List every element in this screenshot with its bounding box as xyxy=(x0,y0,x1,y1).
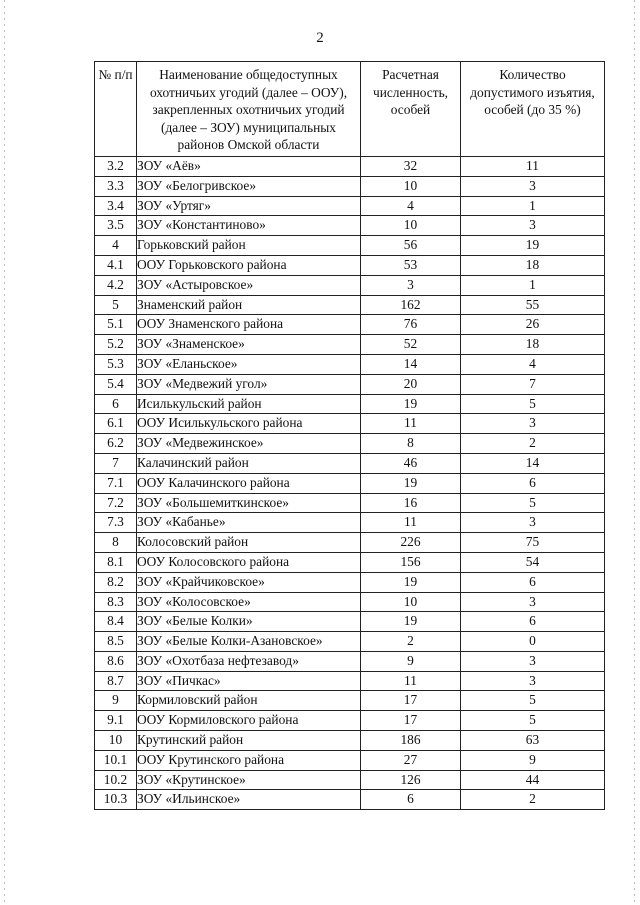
cell-num: 7.3 xyxy=(95,513,137,533)
cell-quota: 55 xyxy=(461,295,605,315)
cell-num: 9.1 xyxy=(95,711,137,731)
cell-num: 8 xyxy=(95,533,137,553)
cell-population: 8 xyxy=(361,434,461,454)
cell-quota: 2 xyxy=(461,434,605,454)
cell-name: ООУ Исилькульского района xyxy=(137,414,361,434)
cell-population: 4 xyxy=(361,196,461,216)
cell-quota: 3 xyxy=(461,592,605,612)
table-row xyxy=(95,216,605,236)
cell-num: 10 xyxy=(95,731,137,751)
table-row xyxy=(95,236,605,256)
cell-quota: 11 xyxy=(461,156,605,176)
table-row xyxy=(95,572,605,592)
table-row xyxy=(95,691,605,711)
table-row xyxy=(95,295,605,315)
cell-population: 226 xyxy=(361,533,461,553)
cell-name: ООУ Кормиловского района xyxy=(137,711,361,731)
header-population: Расчетная численность, особей xyxy=(361,62,461,157)
cell-population: 6 xyxy=(361,790,461,810)
table-row xyxy=(95,354,605,374)
table-row xyxy=(95,335,605,355)
cell-name: ЗОУ «Белые Колки» xyxy=(137,612,361,632)
cell-name: ЗОУ «Уртяг» xyxy=(137,196,361,216)
cell-num: 3.2 xyxy=(95,156,137,176)
cell-quota: 2 xyxy=(461,790,605,810)
cell-quota: 3 xyxy=(461,651,605,671)
cell-population: 2 xyxy=(361,632,461,652)
cell-quota: 3 xyxy=(461,513,605,533)
cell-num: 5.3 xyxy=(95,354,137,374)
cell-quota: 26 xyxy=(461,315,605,335)
cell-quota: 18 xyxy=(461,255,605,275)
cell-name: ООУ Калачинского района xyxy=(137,473,361,493)
table-row xyxy=(95,513,605,533)
cell-population: 20 xyxy=(361,374,461,394)
cell-num: 4.1 xyxy=(95,255,137,275)
cell-name: ООУ Горьковского района xyxy=(137,255,361,275)
cell-name: ЗОУ «Белые Колки-Азановское» xyxy=(137,632,361,652)
cell-population: 10 xyxy=(361,176,461,196)
cell-population: 46 xyxy=(361,453,461,473)
cell-num: 6.2 xyxy=(95,434,137,454)
cell-name: ЗОУ «Знаменское» xyxy=(137,335,361,355)
cell-quota: 19 xyxy=(461,236,605,256)
cell-quota: 6 xyxy=(461,572,605,592)
cell-num: 5.1 xyxy=(95,315,137,335)
table-row xyxy=(95,394,605,414)
cell-population: 10 xyxy=(361,592,461,612)
cell-name: ЗОУ «Большемиткинское» xyxy=(137,493,361,513)
cell-num: 8.2 xyxy=(95,572,137,592)
cell-quota: 6 xyxy=(461,612,605,632)
cell-population: 56 xyxy=(361,236,461,256)
cell-name: ЗОУ «Медвежинское» xyxy=(137,434,361,454)
cell-population: 27 xyxy=(361,750,461,770)
cell-num: 8.5 xyxy=(95,632,137,652)
cell-num: 3.4 xyxy=(95,196,137,216)
cell-num: 10.3 xyxy=(95,790,137,810)
table-row xyxy=(95,176,605,196)
cell-num: 8.7 xyxy=(95,671,137,691)
table-row xyxy=(95,315,605,335)
cell-quota: 75 xyxy=(461,533,605,553)
cell-num: 3.5 xyxy=(95,216,137,236)
table-row xyxy=(95,473,605,493)
cell-population: 11 xyxy=(361,414,461,434)
cell-name: Кормиловский район xyxy=(137,691,361,711)
cell-population: 126 xyxy=(361,770,461,790)
cell-name: Крутинский район xyxy=(137,731,361,751)
cell-num: 7.1 xyxy=(95,473,137,493)
cell-population: 3 xyxy=(361,275,461,295)
cell-population: 156 xyxy=(361,552,461,572)
cell-quota: 3 xyxy=(461,176,605,196)
cell-quota: 3 xyxy=(461,671,605,691)
cell-quota: 14 xyxy=(461,453,605,473)
scan-edge-right xyxy=(634,0,635,905)
cell-quota: 1 xyxy=(461,196,605,216)
cell-population: 17 xyxy=(361,711,461,731)
cell-name: ЗОУ «Крутинское» xyxy=(137,770,361,790)
table-row xyxy=(95,374,605,394)
table-row xyxy=(95,770,605,790)
table-row xyxy=(95,196,605,216)
cell-name: Горьковский район xyxy=(137,236,361,256)
cell-num: 8.1 xyxy=(95,552,137,572)
cell-name: ООУ Крутинского района xyxy=(137,750,361,770)
cell-quota: 54 xyxy=(461,552,605,572)
cell-quota: 0 xyxy=(461,632,605,652)
cell-name: ЗОУ «Пичкас» xyxy=(137,671,361,691)
cell-population: 19 xyxy=(361,394,461,414)
cell-num: 6.1 xyxy=(95,414,137,434)
cell-population: 11 xyxy=(361,513,461,533)
cell-quota: 6 xyxy=(461,473,605,493)
table-row xyxy=(95,255,605,275)
cell-quota: 7 xyxy=(461,374,605,394)
table-row xyxy=(95,453,605,473)
header-quota: Количество допустимого изъятия, особей (до 35 %) xyxy=(461,62,605,157)
table-row xyxy=(95,533,605,553)
cell-quota: 3 xyxy=(461,414,605,434)
cell-quota: 5 xyxy=(461,691,605,711)
cell-quota: 1 xyxy=(461,275,605,295)
header-row xyxy=(95,62,605,157)
cell-name: ЗОУ «Колосовское» xyxy=(137,592,361,612)
hunting-grounds-table xyxy=(94,61,605,810)
cell-population: 32 xyxy=(361,156,461,176)
cell-name: Калачинский район xyxy=(137,453,361,473)
table-row xyxy=(95,414,605,434)
cell-quota: 5 xyxy=(461,711,605,731)
cell-num: 9 xyxy=(95,691,137,711)
cell-name: ООУ Знаменского района xyxy=(137,315,361,335)
cell-population: 17 xyxy=(361,691,461,711)
cell-num: 3.3 xyxy=(95,176,137,196)
cell-population: 52 xyxy=(361,335,461,355)
table-row xyxy=(95,790,605,810)
cell-name: Колосовский район xyxy=(137,533,361,553)
cell-population: 19 xyxy=(361,473,461,493)
cell-population: 186 xyxy=(361,731,461,751)
cell-name: ООУ Колосовского района xyxy=(137,552,361,572)
cell-num: 6 xyxy=(95,394,137,414)
cell-quota: 5 xyxy=(461,394,605,414)
table-row xyxy=(95,156,605,176)
cell-quota: 3 xyxy=(461,216,605,236)
table-row xyxy=(95,731,605,751)
cell-quota: 18 xyxy=(461,335,605,355)
table-body xyxy=(95,156,605,809)
table-header xyxy=(95,62,605,157)
cell-population: 76 xyxy=(361,315,461,335)
table-row xyxy=(95,750,605,770)
cell-name: ЗОУ «Аёв» xyxy=(137,156,361,176)
cell-population: 9 xyxy=(361,651,461,671)
cell-quota: 9 xyxy=(461,750,605,770)
cell-population: 19 xyxy=(361,612,461,632)
cell-population: 14 xyxy=(361,354,461,374)
cell-population: 19 xyxy=(361,572,461,592)
table-row xyxy=(95,552,605,572)
cell-num: 7 xyxy=(95,453,137,473)
cell-name: ЗОУ «Охотбаза нефтезавод» xyxy=(137,651,361,671)
cell-name: ЗОУ «Константиново» xyxy=(137,216,361,236)
table-row xyxy=(95,632,605,652)
cell-quota: 4 xyxy=(461,354,605,374)
cell-num: 8.4 xyxy=(95,612,137,632)
table-row xyxy=(95,592,605,612)
cell-num: 8.3 xyxy=(95,592,137,612)
cell-num: 10.1 xyxy=(95,750,137,770)
cell-name: ЗОУ «Медвежий угол» xyxy=(137,374,361,394)
page-number: 2 xyxy=(316,30,324,46)
cell-num: 8.6 xyxy=(95,651,137,671)
table-row xyxy=(95,275,605,295)
cell-num: 10.2 xyxy=(95,770,137,790)
cell-name: ЗОУ «Еланьское» xyxy=(137,354,361,374)
cell-num: 5.2 xyxy=(95,335,137,355)
table-row xyxy=(95,651,605,671)
cell-quota: 63 xyxy=(461,731,605,751)
header-name: Наименование общедоступных охотничьих угодий (далее – ООУ), закрепленных охотничьих угодий (далее – ЗОУ) муниципальных районов Омской области xyxy=(137,62,361,157)
table-row xyxy=(95,671,605,691)
cell-num: 4 xyxy=(95,236,137,256)
cell-name: Знаменский район xyxy=(137,295,361,315)
cell-quota: 44 xyxy=(461,770,605,790)
table-row xyxy=(95,434,605,454)
cell-name: ЗОУ «Ильинское» xyxy=(137,790,361,810)
scan-edge-left xyxy=(4,0,5,905)
cell-population: 162 xyxy=(361,295,461,315)
cell-num: 4.2 xyxy=(95,275,137,295)
cell-population: 16 xyxy=(361,493,461,513)
header-num: № п/п xyxy=(95,62,137,157)
table-row xyxy=(95,612,605,632)
cell-name: ЗОУ «Астыровское» xyxy=(137,275,361,295)
cell-name: ЗОУ «Кабанье» xyxy=(137,513,361,533)
cell-name: ЗОУ «Крайчиковское» xyxy=(137,572,361,592)
cell-num: 5.4 xyxy=(95,374,137,394)
cell-name: Исилькульский район xyxy=(137,394,361,414)
cell-num: 5 xyxy=(95,295,137,315)
table-row xyxy=(95,493,605,513)
cell-population: 53 xyxy=(361,255,461,275)
cell-name: ЗОУ «Белогривское» xyxy=(137,176,361,196)
table-row xyxy=(95,711,605,731)
cell-num: 7.2 xyxy=(95,493,137,513)
cell-quota: 5 xyxy=(461,493,605,513)
cell-population: 11 xyxy=(361,671,461,691)
cell-population: 10 xyxy=(361,216,461,236)
